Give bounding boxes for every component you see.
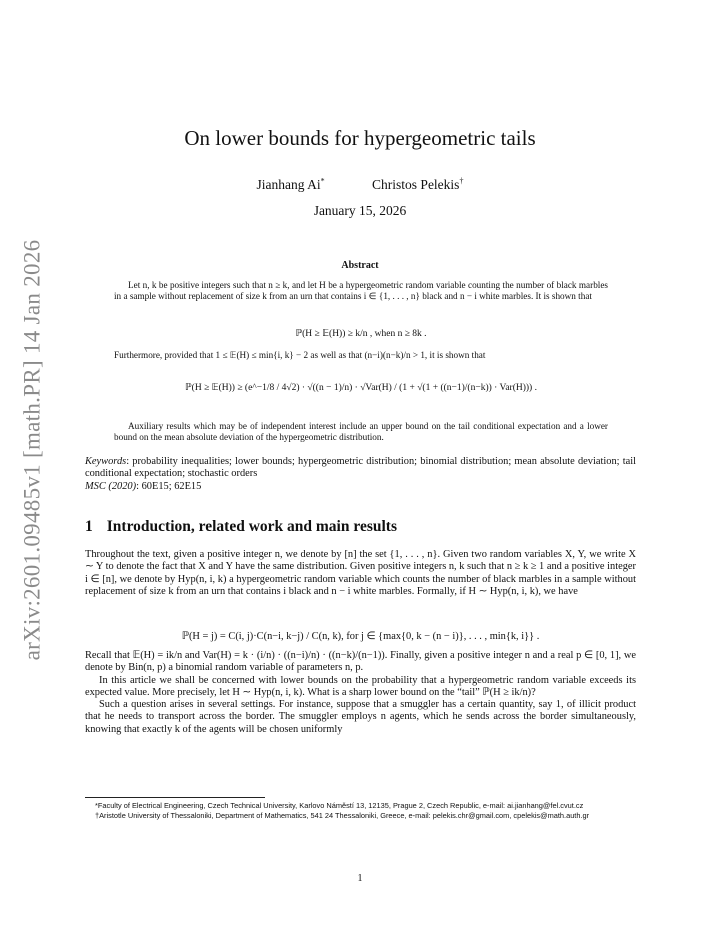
- intro-paragraph-1: [85, 549, 636, 598]
- section-title: Introduction, related work and main results: [106, 518, 397, 535]
- keywords-line: [85, 456, 636, 481]
- msc-label: MSC (2020): [85, 480, 137, 492]
- author-2-name: Christos Pelekis: [372, 176, 460, 192]
- section-heading: [85, 518, 397, 536]
- footnote-2: †Aristotle University of Thessaloniki, Department of Mathematics, 541 24 Thessaloniki, Greece, e-mail: pelekis.chr@gmail.com, cpelekis@math.auth.gr: [95, 810, 590, 820]
- author-2-mark: †: [459, 176, 464, 185]
- abstract-text-1: Let n, k be positive integers such that n ≥ k, and let H be a hypergeometric random variable counting the number of black marbles in a sample without replacement of size k from an urn that contains i ∈ {1, . . . , n} black and n − i white marbles. It is shown that: [114, 280, 608, 302]
- intro-text-2: Recall that 𝔼(H) = ik/n and Var(H) = k · (i/n) · ((n−i)/n) · ((n−k)/(n−1)). Finally, given a positive integer n and a real p ∈ [0, 1], we denote by Bin(n, p) a binomial random variable of parameters n, p.: [85, 650, 636, 674]
- keywords-block: [85, 456, 636, 493]
- arxiv-identifier: arXiv:2601.09485v1 [math.PR] 14 Jan 2026: [19, 239, 45, 661]
- abstract-paragraph-1: [114, 280, 608, 302]
- msc-line: [85, 481, 636, 493]
- keywords-text: : probability inequalities; lower bounds; hypergeometric distribution; binomial distribution; mean absolute deviation; tail conditional expectation; stochastic orders: [85, 456, 636, 480]
- keywords-label: Keywords: [85, 456, 127, 467]
- pmf-equation: ℙ(H = j) = C(i, j)·C(n−i, k−j) / C(n, k), for j ∈ {max{0, k − (n − i)}, . . . , min{k, i}} .: [181, 631, 540, 642]
- abstract-heading: Abstract: [341, 260, 379, 271]
- abstract-text-3: Auxiliary results which may be of independent interest include an upper bound on the tail conditional expectation and a lower bound on the mean absolute deviation of the hypergeometric distribution.: [114, 421, 608, 443]
- footnotes: [85, 801, 636, 820]
- abstract-equation-2: ℙ(H ≥ 𝔼(H)) ≥ (e^−1/8 / 4√2) · √((n − 1)/n) · √Var(H) / (1 + √(1 + ((n−1)/(n−k)) · Var(H))) .: [185, 383, 537, 393]
- section-number: 1: [85, 518, 93, 535]
- footnote-rule: [85, 797, 265, 798]
- author-2: [372, 177, 463, 192]
- abstract-equation-1: ℙ(H ≥ 𝔼(H)) ≥ k/n , when n ≥ 8k .: [295, 329, 427, 339]
- abstract-text-2: Furthermore, provided that 1 ≤ 𝔼(H) ≤ min{i, k} − 2 as well as that (n−i)(n−k)/n > 1, it is shown that: [114, 350, 486, 360]
- abstract-paragraph-2: [114, 350, 608, 361]
- author-1-name: Jianhang Ai: [256, 176, 321, 192]
- publication-date: January 15, 2026: [313, 203, 407, 218]
- intro-text-4: Such a question arises in several settings. For instance, suppose that a smuggler has a certain quantity, say 1, of illicit product that he needs to transport across the border. The smuggler employs n agents, which he sends across the border simultaneously, knowing that exactly k of the agents will be chosen uniformly: [85, 699, 636, 735]
- msc-text: : 60E15; 62E15: [136, 480, 202, 492]
- arxiv-sidebar: [14, 239, 50, 661]
- author-list: [0, 176, 720, 193]
- intro-paragraphs: [85, 650, 636, 736]
- abstract-paragraph-3: [114, 421, 608, 443]
- intro-text-3: In this article we shall be concerned with lower bounds on the probability that a hypergeometric random variable exceeds its expected value. More precisely, let H ∼ Hyp(n, i, k). What is a sharp lower bound on the “tail” ℙ(H ≥ ik/n)?: [85, 674, 636, 698]
- paper-title: On lower bounds for hypergeometric tails: [184, 126, 536, 150]
- page-number: 1: [357, 873, 363, 884]
- footnote-1: *Faculty of Electrical Engineering, Czech Technical University, Karlovo Náměstí 13, 12135, Prague 2, Czech Republic, e-mail: ai.jianhang@fel.cvut.cz: [95, 801, 584, 810]
- author-1: [257, 177, 325, 192]
- intro-text-1: Throughout the text, given a positive integer n, we denote by [n] the set {1, . . . , n}. Given two random variables X, Y, we write X ∼ Y to denote the fact that X and Y have the same distribution. Given positive integers n, k such that n ≥ k ≥ 1 and a positive integer i ∈ [n], we denote by Hyp(n, i, k) a hypergeometric random variable which counts the number of black marbles in a sample without replacement of size k from an urn that contains i black and n − i white marbles. Formally, if H ∼ Hyp(n, i, k), we have: [85, 549, 636, 597]
- author-1-mark: *: [320, 176, 325, 185]
